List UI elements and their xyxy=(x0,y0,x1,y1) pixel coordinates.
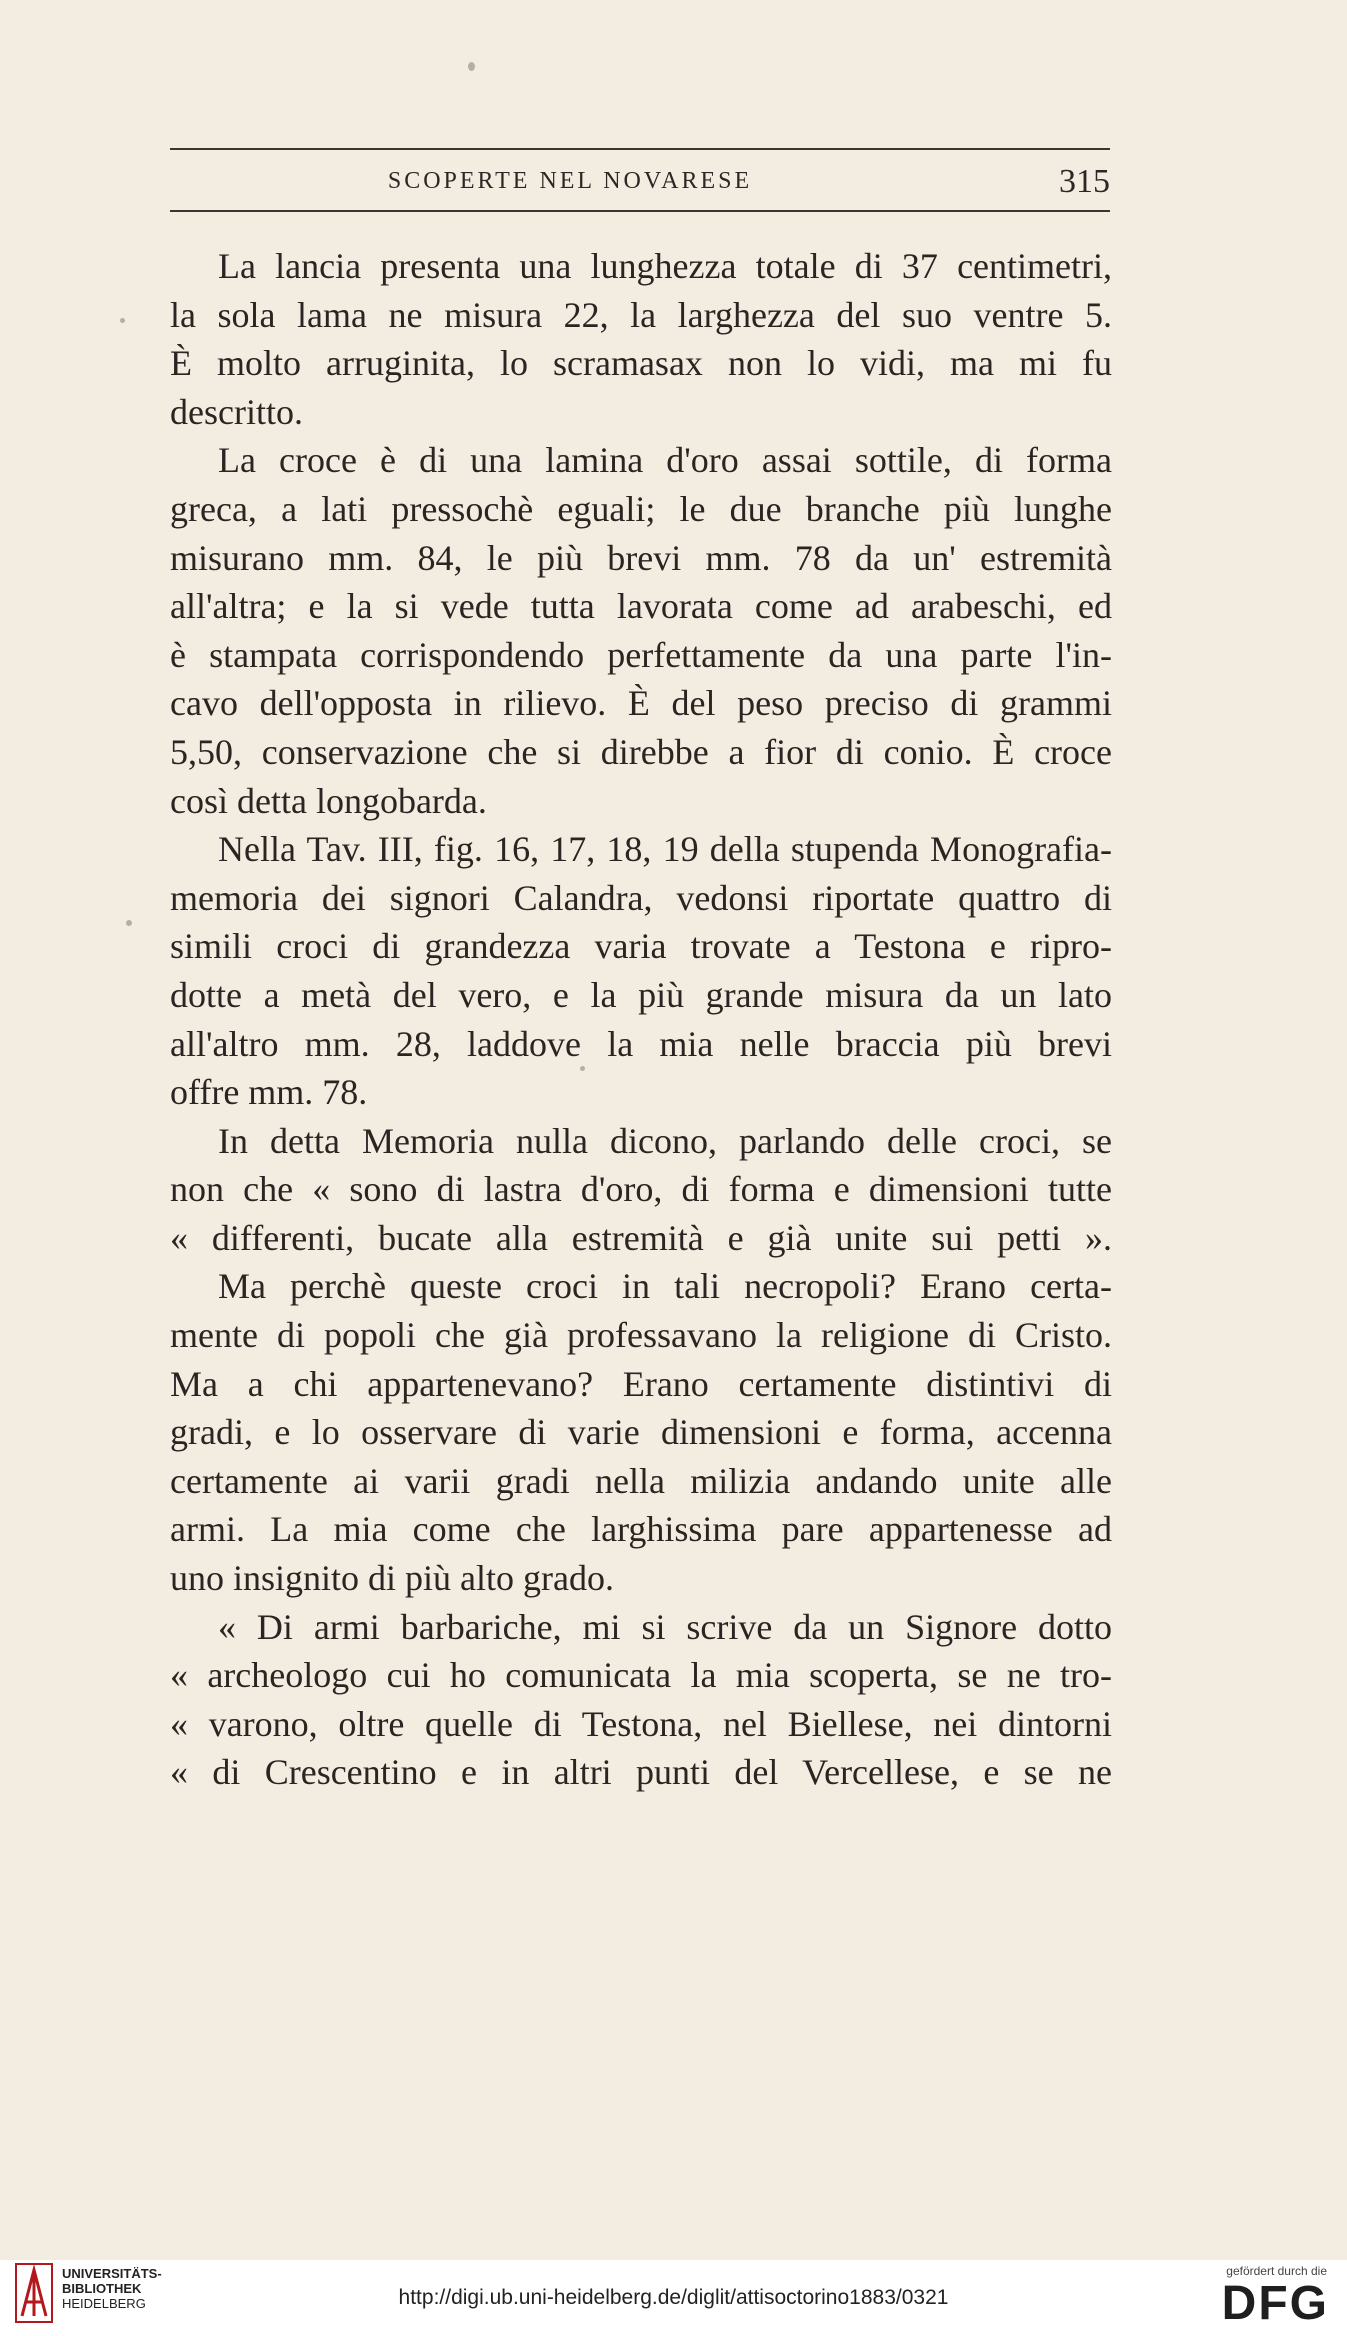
text-line: non che « sono di lastra d'oro, di forma e dimensioni tutte xyxy=(170,1169,1112,1210)
text-line: dotte a metà del vero, e la più grande misura da un lato xyxy=(170,974,1112,1015)
text-line: « archeologo cui ho comunicata la mia scoperta, se ne tro- xyxy=(170,1655,1112,1696)
text-line: « Di armi barbariche, mi si scrive da un Signore dotto xyxy=(218,1606,1112,1647)
paper-speck xyxy=(120,318,125,323)
text-line: cavo dell'opposta in rilievo. È del peso preciso di grammi xyxy=(170,683,1112,724)
text-line: uno insignito di più alto grado. xyxy=(170,1558,614,1599)
text-line: Ma perchè queste croci in tali necropoli? Erano certa- xyxy=(218,1266,1112,1307)
paper-speck xyxy=(468,62,475,71)
text-line: misurano mm. 84, le più brevi mm. 78 da un' estremità xyxy=(170,537,1112,578)
text-line: La croce è di una lamina d'oro assai sottile, di forma xyxy=(218,440,1112,481)
text-line: descritto. xyxy=(170,391,303,432)
header-rule-bottom xyxy=(170,210,1110,212)
header-rule-top xyxy=(170,148,1110,150)
text-line: è stampata corrispondendo perfettamente da una parte l'in- xyxy=(170,634,1112,675)
text-line: certamente ai varii gradi nella milizia andando unite alle xyxy=(170,1460,1112,1501)
text-line: offre mm. 78. xyxy=(170,1072,368,1113)
text-line: greca, a lati pressochè eguali; le due branche più lunghe xyxy=(170,488,1112,529)
text-line: La lancia presenta una lunghezza totale di 37 centimetri, xyxy=(218,246,1112,286)
text-line: 5,50, conservazione che si direbbe a fior di conio. È croce xyxy=(170,731,1112,772)
running-title: SCOPERTE NEL NOVARESE xyxy=(387,168,753,194)
text-line: È molto arruginita, lo scramasax non lo vidi, ma mi fu xyxy=(170,343,1112,384)
text-line: Ma a chi appartenevano? Erano certamente distintivi di xyxy=(170,1363,1112,1404)
text-line: all'altra; e la si vede tutta lavorata come ad arabeschi, ed xyxy=(170,586,1112,627)
text-line: « differenti, bucate alla estremità e già unite sui petti ». xyxy=(170,1217,1112,1258)
permalink-url[interactable]: http://digi.ub.uni-heidelberg.de/diglit/attisoctorino1883/0321 xyxy=(398,2286,949,2309)
text-line: simili croci di grandezza varia trovate a Testona e ripro- xyxy=(170,926,1112,967)
page-number: 315 xyxy=(1059,163,1110,200)
text-line: armi. La mia come che larghissima pare appartenesse ad xyxy=(170,1509,1112,1550)
text-line: memoria dei signori Calandra, vedonsi riportate quattro di xyxy=(170,877,1112,918)
dfg-logo: DFG xyxy=(1221,2277,1329,2330)
text-line: la sola lama ne misura 22, la larghezza del suo ventre 5. xyxy=(170,294,1112,335)
body-text xyxy=(170,242,1112,1797)
text-line: all'altro mm. 28, laddove la mia nelle braccia più brevi xyxy=(170,1023,1112,1064)
text-line: « varono, oltre quelle di Testona, nel Biellese, nei dintorni xyxy=(170,1703,1112,1744)
funding-note: gefördert durch die xyxy=(1226,2264,1327,2278)
library-name-line: HEIDELBERG xyxy=(62,2296,146,2311)
text-line: In detta Memoria nulla dicono, parlando delle croci, se xyxy=(218,1120,1112,1161)
text-line: gradi, e lo osservare di varie dimensioni e forma, accenna xyxy=(170,1412,1112,1453)
text-line: Nella Tav. III, fig. 16, 17, 18, 19 della stupenda Monografia- xyxy=(218,829,1112,870)
text-line: « di Crescentino e in altri punti del Vercellese, e se ne xyxy=(170,1752,1112,1793)
text-line: così detta longobarda. xyxy=(170,780,487,821)
library-name-line: UNIVERSITÄTS- xyxy=(62,2266,162,2281)
library-name-line: BIBLIOTHEK xyxy=(62,2281,142,2296)
text-line: mente di popoli che già professavano la religione di Cristo. xyxy=(170,1315,1112,1356)
paper-speck xyxy=(126,920,132,926)
